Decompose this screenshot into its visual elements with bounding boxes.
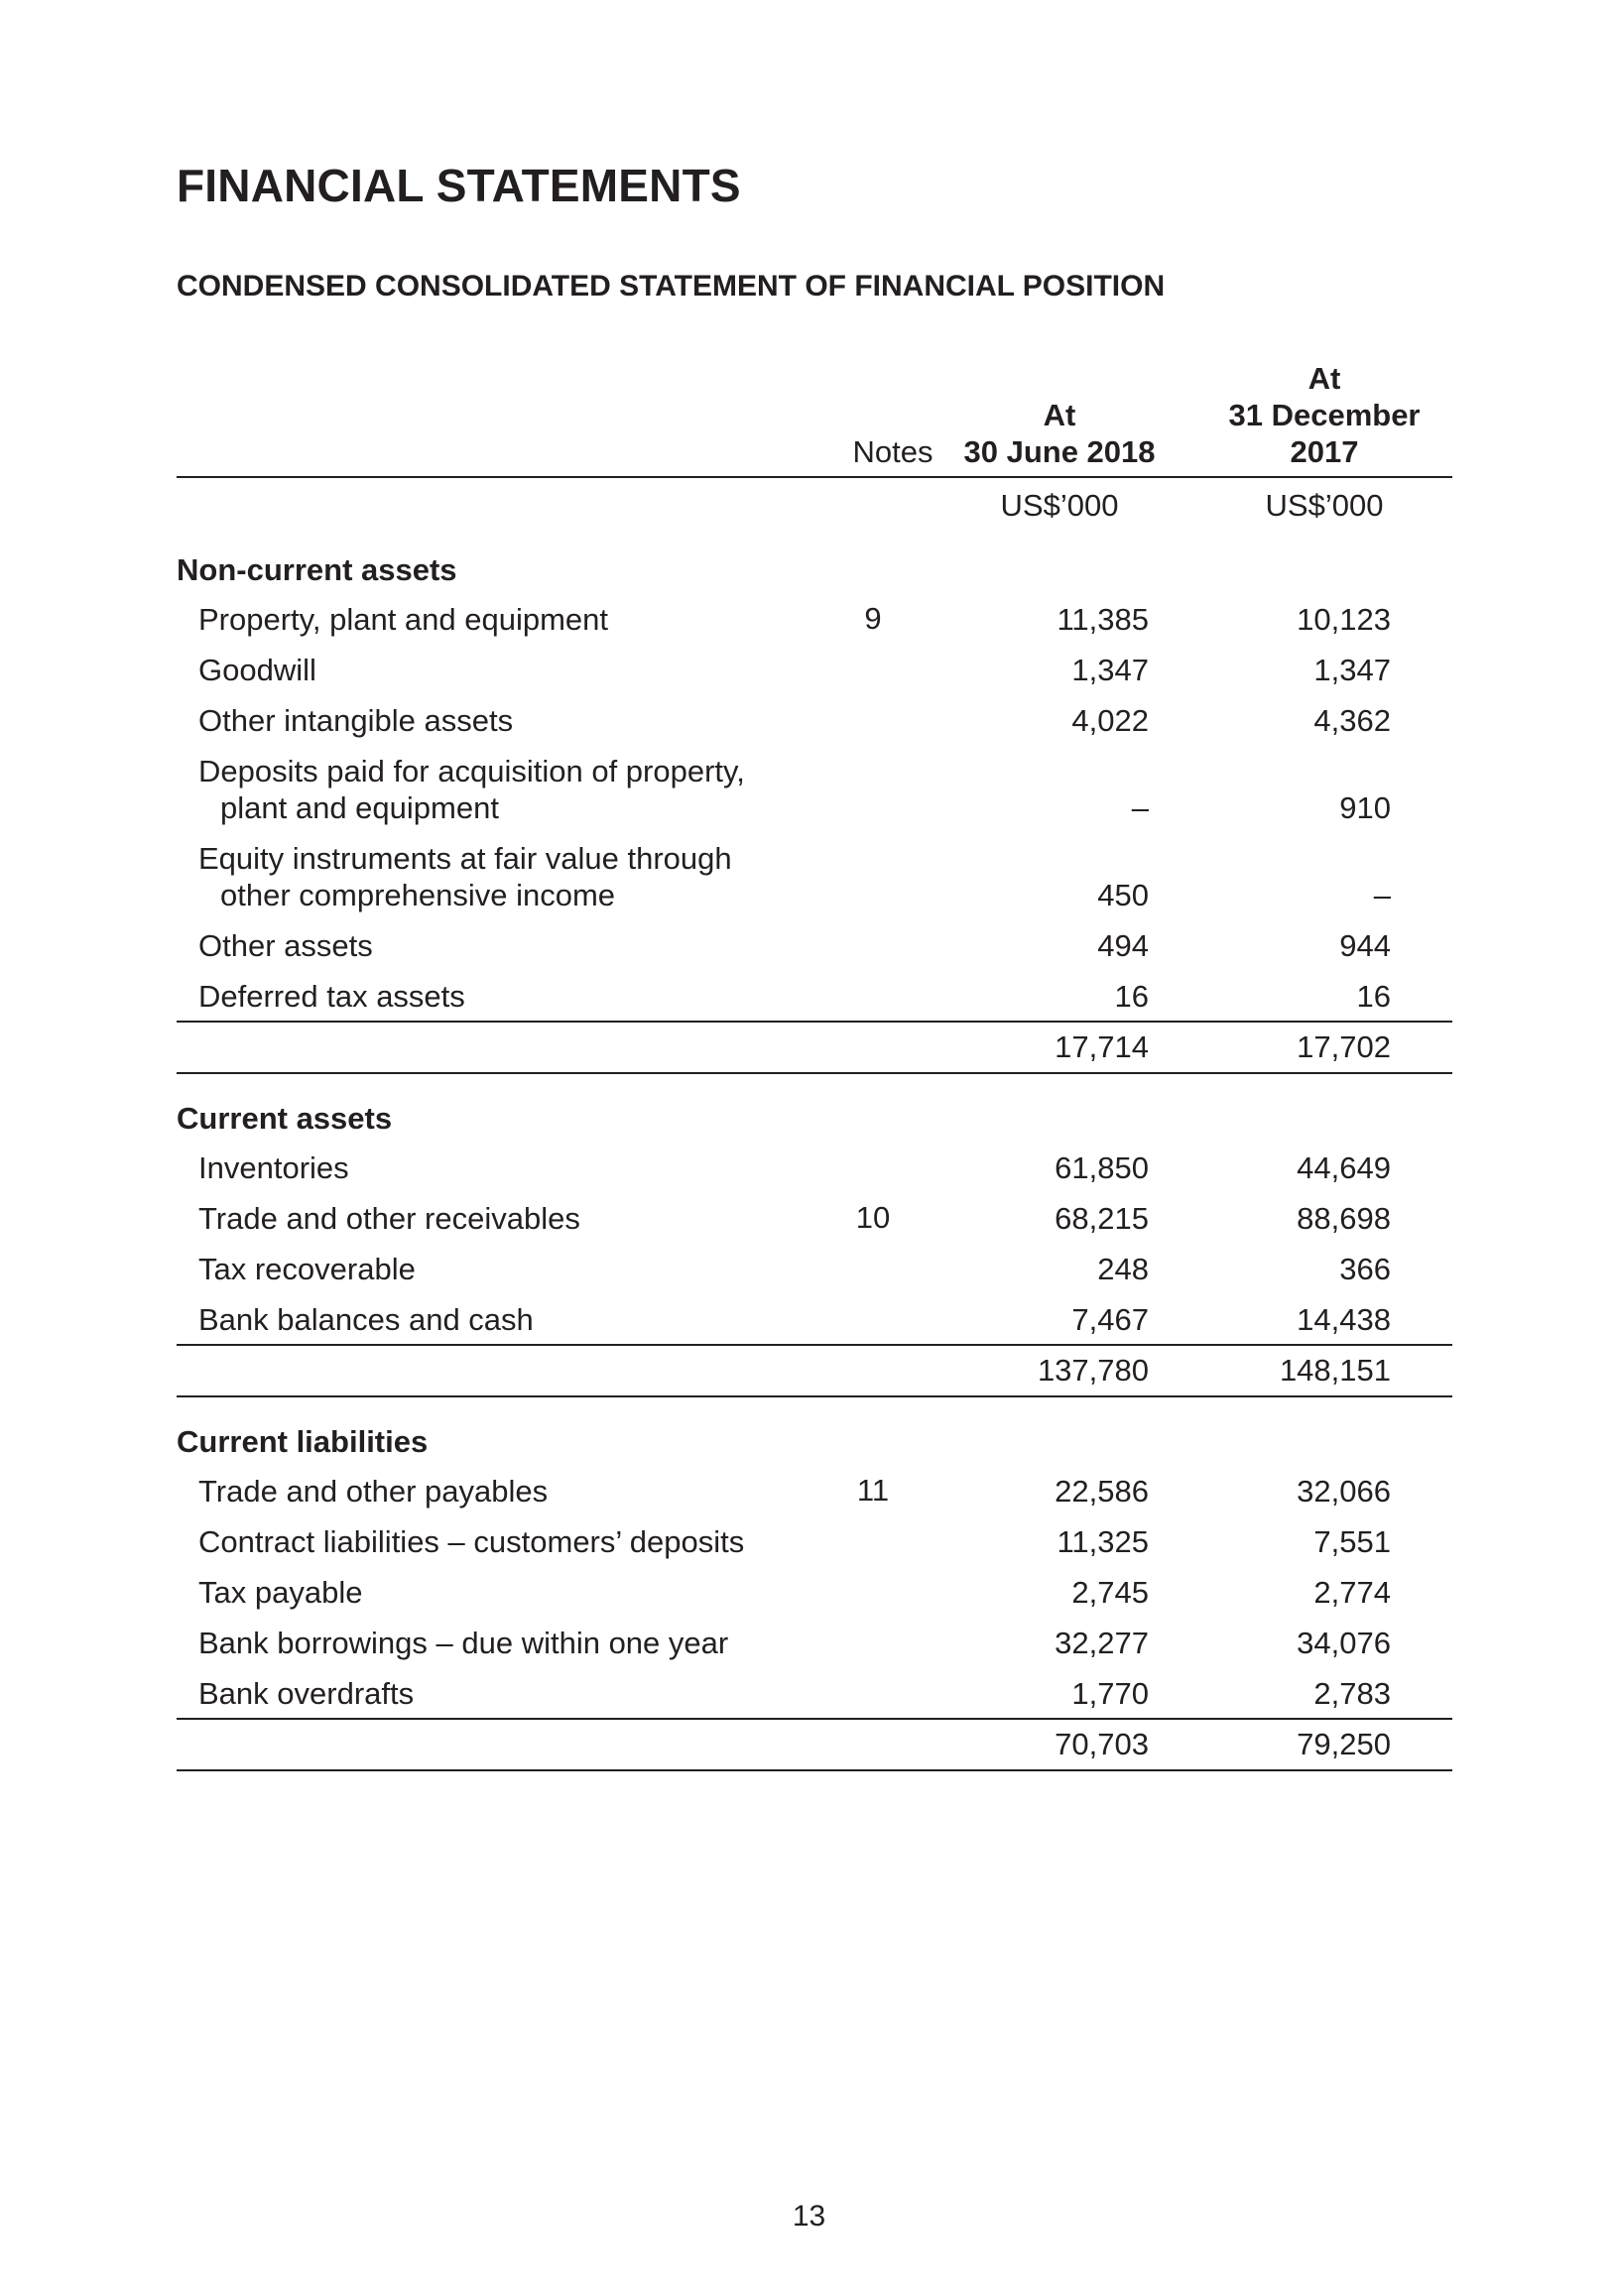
- row-label-line: Goodwill: [198, 653, 316, 687]
- value-june-2018: 1,347: [1071, 653, 1149, 687]
- table-row: [177, 1293, 1452, 1344]
- table-row: [177, 745, 1452, 832]
- row-label-line: Property, plant and equipment: [198, 602, 609, 637]
- units-row: [177, 478, 1452, 526]
- value-june-2018: 22,586: [1055, 1474, 1149, 1509]
- table-header: [177, 357, 1452, 478]
- row-label: [198, 1574, 813, 1611]
- subtotal-december-2017: 17,702: [1297, 1029, 1391, 1064]
- table-row: [177, 832, 1452, 919]
- column-header-line: At: [1043, 398, 1076, 432]
- value-june-2018: 494: [1097, 928, 1149, 963]
- column-header-line: 2017: [1290, 434, 1359, 469]
- sections-container: [177, 547, 1452, 1771]
- table-row: [177, 1515, 1452, 1566]
- subtotal-june-2018: 137,780: [1037, 1353, 1149, 1388]
- row-label: [198, 927, 813, 964]
- row-label-line: Inventories: [198, 1150, 349, 1185]
- row-label-line: Bank overdrafts: [198, 1676, 415, 1711]
- value-december-2017: 4,362: [1313, 703, 1391, 738]
- value-june-2018: 248: [1097, 1252, 1149, 1286]
- value-december-2017: 2,783: [1313, 1676, 1391, 1711]
- value-june-2018: 11,325: [1057, 1524, 1149, 1559]
- row-label: [198, 1625, 813, 1661]
- section: [177, 1419, 1452, 1771]
- value-december-2017: 944: [1339, 928, 1391, 963]
- row-label-line: Other intangible assets: [198, 703, 514, 738]
- value-june-2018: 61,850: [1055, 1150, 1149, 1185]
- table-row: [177, 644, 1452, 694]
- row-label-line: Deposits paid for acquisition of property,: [198, 754, 745, 788]
- subtotal-june-2018: 17,714: [1055, 1029, 1149, 1064]
- column-header-line: 30 June 2018: [963, 434, 1156, 469]
- row-label-line: Tax recoverable: [198, 1252, 416, 1286]
- value-december-2017: 88,698: [1297, 1201, 1391, 1236]
- subtotal-december-2017: 79,250: [1297, 1727, 1391, 1761]
- value-june-2018: 16: [1114, 979, 1149, 1014]
- value-june-2018: 7,467: [1071, 1302, 1149, 1337]
- row-label: [198, 702, 813, 739]
- subtotal-row: [177, 1718, 1452, 1771]
- row-label-line: Bank borrowings – due within one year: [198, 1626, 729, 1660]
- value-december-2017: 910: [1339, 790, 1391, 825]
- value-june-2018: 68,215: [1055, 1201, 1149, 1236]
- row-label: [198, 601, 813, 638]
- row-label: [198, 1251, 813, 1287]
- row-note: 9: [864, 601, 882, 636]
- table-row: [177, 1243, 1452, 1293]
- unit-label-col1: US$’000: [1000, 488, 1119, 523]
- value-december-2017: 10,123: [1297, 602, 1391, 637]
- column-header-line: 31 December: [1228, 398, 1421, 432]
- column-header-june-2018: [950, 397, 1169, 470]
- subtotal-december-2017: 148,151: [1279, 1353, 1391, 1388]
- value-december-2017: 14,438: [1297, 1302, 1391, 1337]
- table-row: [177, 1142, 1452, 1192]
- value-december-2017: –: [1373, 878, 1391, 912]
- row-label-line: Contract liabilities – customers’ deposits: [198, 1524, 745, 1559]
- value-december-2017: 44,649: [1297, 1150, 1391, 1185]
- row-label-line: Deferred tax assets: [198, 979, 465, 1014]
- table-row: [177, 1192, 1452, 1243]
- table-row: [177, 593, 1452, 644]
- row-label-line: Equity instruments at fair value through: [198, 841, 732, 876]
- table-row: [177, 1617, 1452, 1667]
- row-label-line: Other assets: [198, 928, 373, 963]
- unit-label-col2: US$’000: [1265, 488, 1384, 523]
- section-label: Current liabilities: [177, 1424, 429, 1459]
- page-number: 13: [792, 2200, 826, 2233]
- value-june-2018: 11,385: [1057, 602, 1149, 637]
- subtotal-row: [177, 1344, 1452, 1397]
- section-label: Non-current assets: [177, 552, 457, 587]
- value-june-2018: 4,022: [1071, 703, 1149, 738]
- subtotal-row: [177, 1021, 1452, 1074]
- row-label: [198, 1523, 813, 1560]
- row-label: [198, 978, 813, 1015]
- row-label-line: Trade and other payables: [198, 1474, 549, 1509]
- row-label: [198, 1301, 813, 1338]
- section: [177, 1096, 1452, 1397]
- table-row: [177, 1465, 1452, 1515]
- value-june-2018: 32,277: [1055, 1626, 1149, 1660]
- row-note: 11: [856, 1473, 890, 1508]
- value-june-2018: 1,770: [1071, 1676, 1149, 1711]
- row-label: [198, 753, 813, 826]
- statement-title: CONDENSED CONSOLIDATED STATEMENT OF FINANCIAL POSITION: [177, 270, 1166, 302]
- row-label-line: plant and equipment: [220, 790, 499, 825]
- value-december-2017: 7,551: [1313, 1524, 1391, 1559]
- page-title: FINANCIAL STATEMENTS: [177, 160, 741, 211]
- value-december-2017: 16: [1356, 979, 1391, 1014]
- row-label-line: Tax payable: [198, 1575, 363, 1610]
- value-june-2018: 2,745: [1071, 1575, 1149, 1610]
- value-december-2017: 2,774: [1313, 1575, 1391, 1610]
- value-december-2017: 366: [1339, 1252, 1391, 1286]
- table-row: [177, 970, 1452, 1021]
- value-december-2017: 34,076: [1297, 1626, 1391, 1660]
- row-label: [198, 1200, 813, 1237]
- value-december-2017: 1,347: [1313, 653, 1391, 687]
- notes-column-header: Notes: [852, 434, 933, 469]
- value-december-2017: 32,066: [1297, 1474, 1391, 1509]
- section-label: Current assets: [177, 1101, 393, 1136]
- row-label: [198, 1675, 813, 1712]
- value-june-2018: –: [1131, 790, 1149, 825]
- row-label: [198, 1473, 813, 1510]
- row-label: [198, 652, 813, 688]
- section: [177, 547, 1452, 1074]
- table-row: [177, 919, 1452, 970]
- subtotal-june-2018: 70,703: [1055, 1727, 1149, 1761]
- row-label: [198, 840, 813, 913]
- financial-position-table: [177, 357, 1452, 1771]
- value-june-2018: 450: [1097, 878, 1149, 912]
- table-row: [177, 1566, 1452, 1617]
- row-label-line: Bank balances and cash: [198, 1302, 534, 1337]
- table-row: [177, 694, 1452, 745]
- column-header-line: At: [1307, 361, 1341, 396]
- row-label-line: Trade and other receivables: [198, 1201, 580, 1236]
- row-note: 10: [855, 1200, 891, 1235]
- row-label-line: other comprehensive income: [220, 878, 616, 912]
- row-label: [198, 1149, 813, 1186]
- table-row: [177, 1667, 1452, 1718]
- column-header-december-2017: [1210, 360, 1438, 470]
